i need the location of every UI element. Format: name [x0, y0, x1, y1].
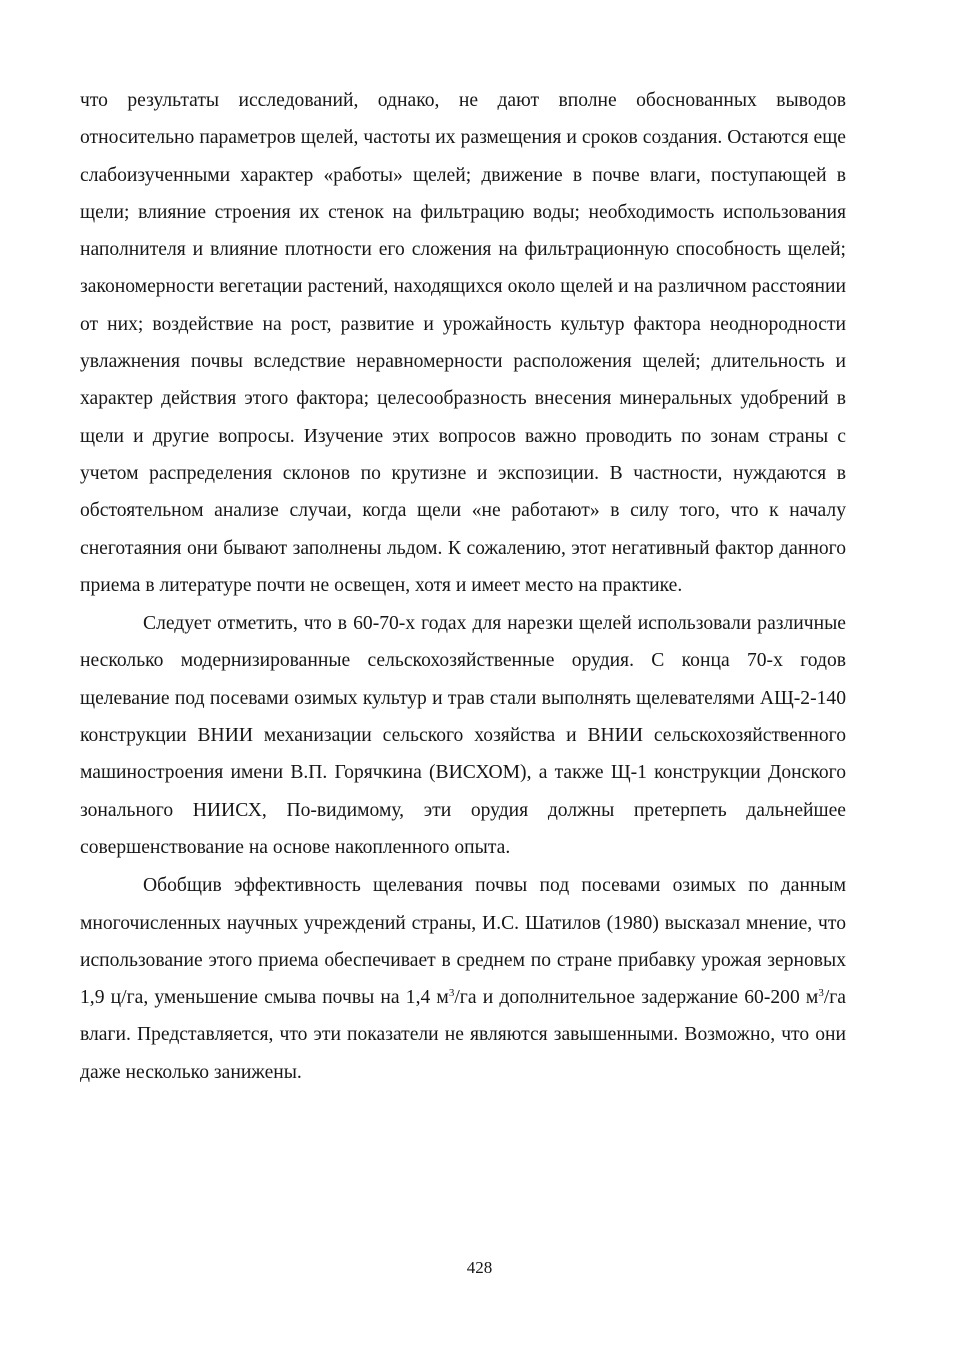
page-number: 428 [466, 1258, 493, 1277]
superscript-cubic-2: 3 [818, 987, 824, 1000]
paragraph-continuation: что результаты исследований, однако, не дают вполне обоснованных выводов относительно параметров щелей, частоты их размещения и сроков создания. Остаются еще слабоизученными характер «работы» щелей; движение в почве влаги, поступающей в щели; влияние строения их стенок на фильтрацию воды; необходимость использования наполнителя и влияние плотности его сложения на фильтрационную способность щелей; закономерности вегетации растений, находящихся около щелей и на различном расстоянии от них; воздействие на рост, развитие и урожайность культур фактора неоднородности увлажнения почвы вследствие неравномерности расположения щелей; длительность и характер действия этого фактора; целесообразность внесения минеральных удобрений в щели и другие вопросы. Изучение этих вопросов важно проводить по зонам страны с учетом распределения склонов по крутизне и экспозиции. В частности, нуждаются в обстоятельном анализе случаи, когда щели «не работают» в силу того, что к началу снеготаяния они бывают заполнены льдом. К сожалению, этот негативный фактор данного приема в литературе почти не освещен, хотя и имеет место на практике. [80, 90, 846, 596]
summary-text-part1: Обобщив эффективность щелевания почвы под посевами озимых по данным многочисленных научных учреждений страны, И.С. Шатилов (1980) высказал мнение, что использование этого приема обеспечивает в среднем по стране прибавку урожая зерновых 1,9 ц/га, уменьшение смыва почвы на 1,4 м [80, 875, 846, 1009]
summary-text-part3: /га влаги. Представляется, что эти показатели не являются завышенными. Возможно, что они даже несколько занижены. [80, 987, 846, 1083]
superscript-cubic-1: 3 [448, 987, 455, 1000]
paragraph-tools: Следует отметить, что в 60-70-х годах для нарезки щелей использовали различные несколько модернизированные сельскохозяйственные орудия. С конца 70-х годов щелевание под посевами озимых культур и трав стали выполнять щелевателями АЩ-2-140 конструкции ВНИИ механизации сельского хозяйства и ВНИИ сельскохозяйственного машиностроения имени В.П. Горячкина (ВИСХОМ), а также Щ-1 конструкции Донского зонального НИИСХ, По-видимому, эти орудия должны претерпеть дальнейшее совершенствование на основе накопленного опыта. [80, 613, 846, 858]
document-page [80, 82, 846, 1091]
summary-text-part2: /га и дополнительное задержание 60-200 м [454, 987, 819, 1009]
paragraph-summary [80, 867, 846, 1091]
